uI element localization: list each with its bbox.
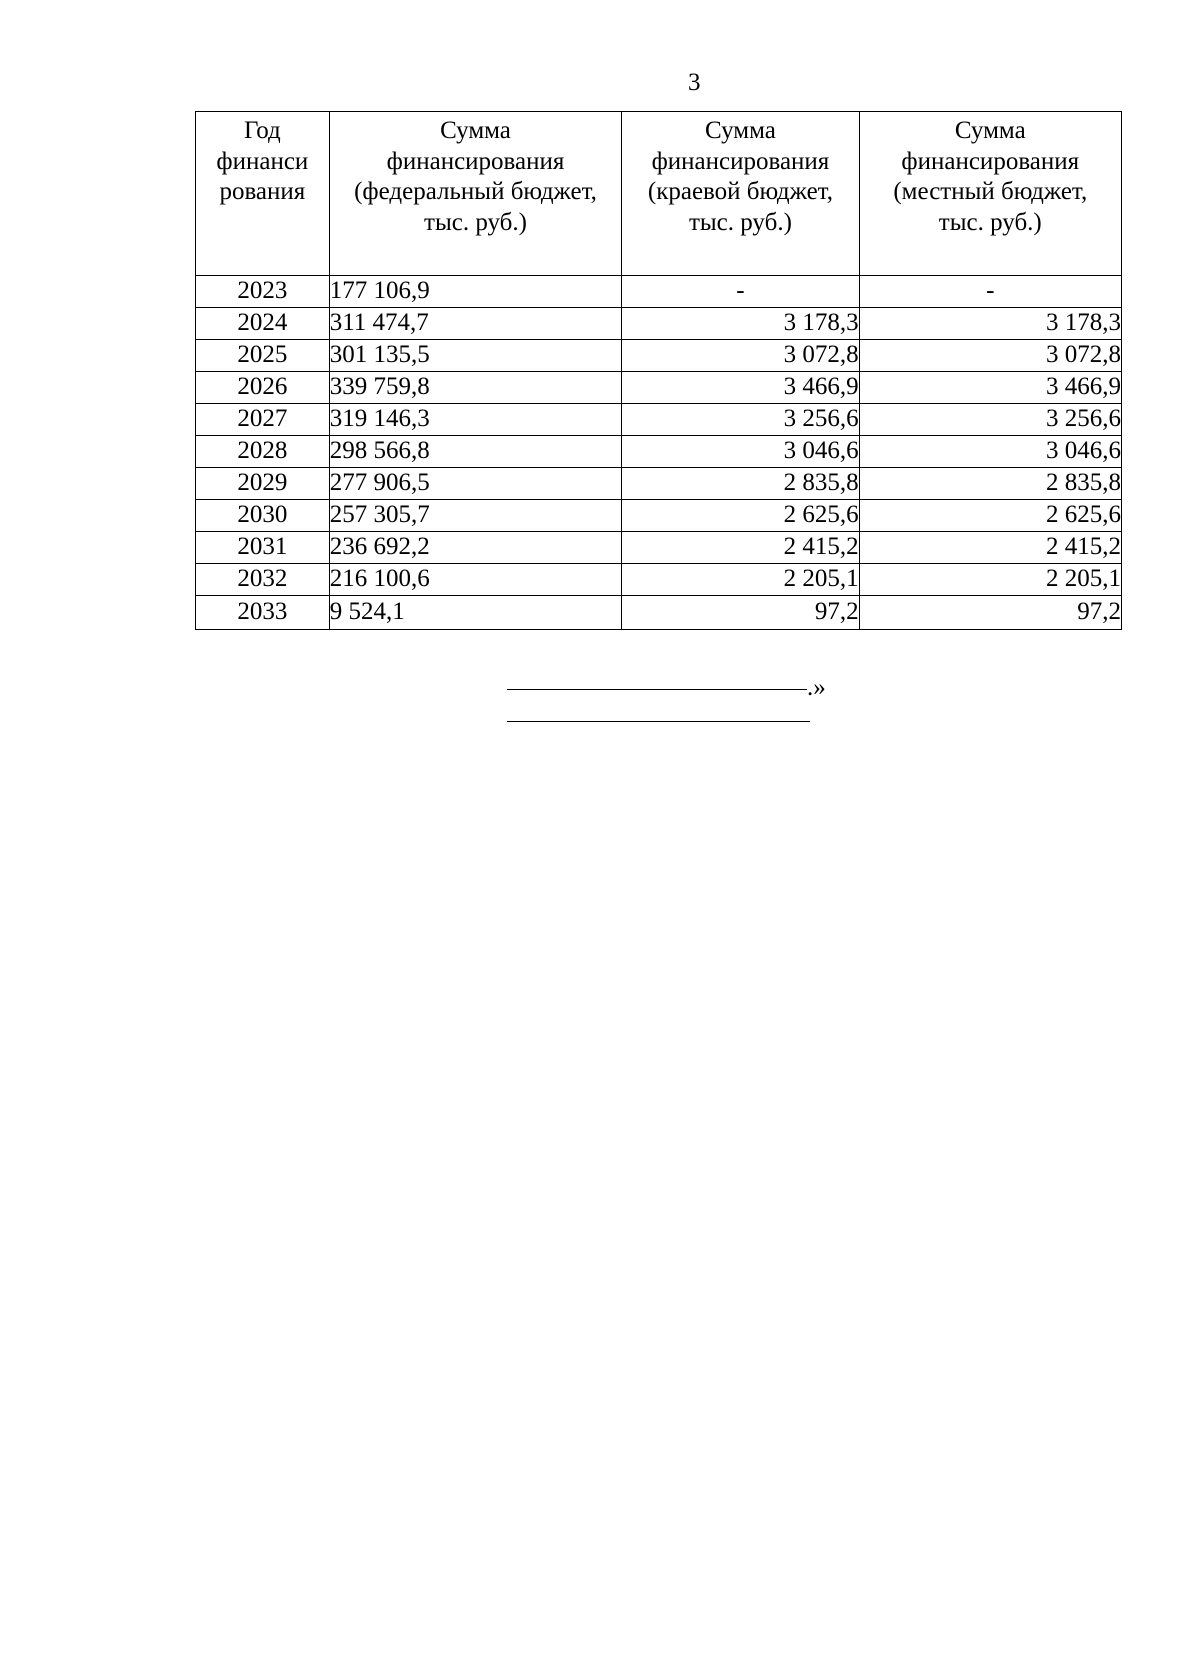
cell-year: 2027 (196, 404, 330, 436)
header-regional-line: Сумма (705, 117, 776, 144)
cell-local: 3 466,9 (859, 372, 1121, 404)
cell-federal: 319 146,3 (329, 404, 622, 436)
cell-regional: - (622, 276, 859, 308)
cell-federal: 216 100,6 (329, 564, 622, 596)
table-row (196, 340, 1122, 372)
cell-regional: 2 415,2 (622, 532, 859, 564)
cell-local: 2 205,1 (859, 564, 1121, 596)
header-local-line: тыс. руб.) (938, 208, 1042, 236)
cell-regional: 3 178,3 (622, 308, 859, 340)
closing-rule (507, 689, 807, 690)
cell-federal: 236 692,2 (329, 532, 622, 564)
cell-year: 2025 (196, 340, 330, 372)
table-row (196, 276, 1122, 308)
cell-federal: 339 759,8 (329, 372, 622, 404)
cell-federal: 277 906,5 (329, 468, 622, 500)
cell-local: 3 046,6 (859, 436, 1121, 468)
cell-year: 2029 (196, 468, 330, 500)
cell-regional: 3 072,8 (622, 340, 859, 372)
cell-regional: 3 256,6 (622, 404, 859, 436)
funding-table (195, 111, 1122, 630)
table-row (196, 596, 1122, 630)
header-regional-line: (краевой бюджет, (647, 178, 833, 205)
table-row (196, 372, 1122, 404)
header-local-line: Сумма (954, 117, 1026, 144)
table-row (196, 436, 1122, 468)
cell-regional: 2 625,6 (622, 500, 859, 532)
closing-line (507, 675, 826, 700)
header-federal-line: финансирования (386, 147, 565, 175)
cell-local: 2 415,2 (859, 532, 1121, 564)
cell-local: 2 835,8 (859, 468, 1121, 500)
header-federal (329, 112, 622, 276)
cell-regional: 3 466,9 (622, 372, 859, 404)
cell-local: 3 072,8 (859, 340, 1121, 372)
cell-regional: 3 046,6 (622, 436, 859, 468)
header-local-line: финансирования (901, 147, 1080, 175)
cell-local: 3 178,3 (859, 308, 1121, 340)
cell-year: 2030 (196, 500, 330, 532)
table-row (196, 532, 1122, 564)
cell-year: 2024 (196, 308, 330, 340)
cell-year: 2031 (196, 532, 330, 564)
cell-local: 2 625,6 (859, 500, 1121, 532)
cell-federal: 257 305,7 (329, 500, 622, 532)
cell-local: 97,2 (859, 596, 1121, 630)
cell-year: 2033 (196, 596, 330, 630)
table-row (196, 308, 1122, 340)
end-rule (507, 721, 810, 722)
cell-federal: 301 135,5 (329, 340, 622, 372)
header-year-line: рования (219, 178, 306, 205)
header-year-line: Год (243, 117, 281, 144)
cell-year: 2023 (196, 276, 330, 308)
cell-federal: 311 474,7 (329, 308, 622, 340)
header-federal-line: Сумма (440, 117, 511, 144)
table-row (196, 468, 1122, 500)
header-federal-line: тыс. руб.) (424, 208, 527, 236)
table-header-row (196, 112, 1122, 276)
cell-federal: 9 524,1 (329, 596, 622, 630)
header-regional-line: тыс. руб.) (688, 208, 792, 236)
header-regional (622, 112, 859, 276)
cell-year: 2028 (196, 436, 330, 468)
cell-federal: 298 566,8 (329, 436, 622, 468)
page-number: 3 (688, 69, 701, 96)
cell-regional: 97,2 (622, 596, 859, 630)
closing-quote-mark: .» (807, 674, 826, 701)
cell-local: - (859, 276, 1121, 308)
cell-regional: 2 205,1 (622, 564, 859, 596)
cell-local: 3 256,6 (859, 404, 1121, 436)
cell-year: 2032 (196, 564, 330, 596)
cell-federal: 177 106,9 (329, 276, 622, 308)
header-year (196, 112, 330, 276)
header-federal-line: (федеральный бюджет, (354, 178, 597, 205)
cell-regional: 2 835,8 (622, 468, 859, 500)
header-regional-line: финансирования (651, 147, 830, 175)
table-row (196, 404, 1122, 436)
header-year-line: финанси (216, 147, 309, 175)
table-row (196, 564, 1122, 596)
table-row (196, 500, 1122, 532)
header-local (859, 112, 1121, 276)
header-local-line: (местный бюджет, (893, 178, 1088, 205)
cell-year: 2026 (196, 372, 330, 404)
